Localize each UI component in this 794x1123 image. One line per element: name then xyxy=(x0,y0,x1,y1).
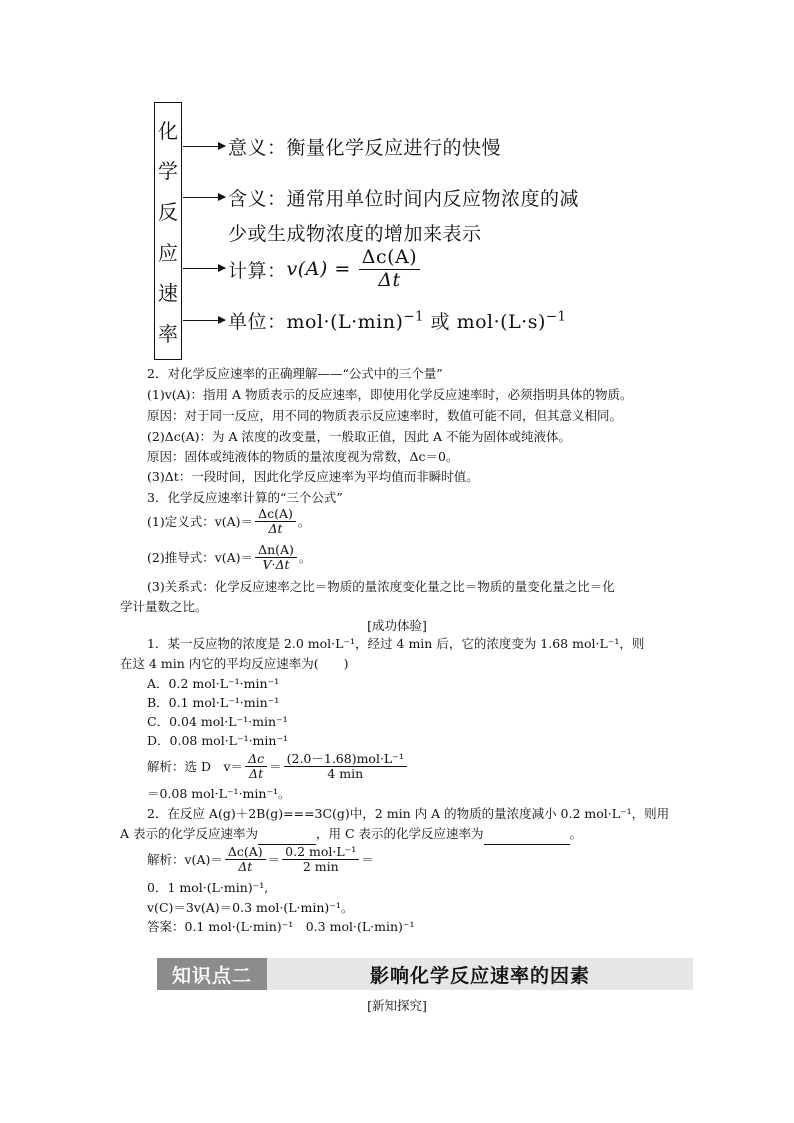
a2-f1-den: Δt xyxy=(238,859,253,875)
question2-line2 xyxy=(120,824,582,845)
a2-f2-num: 0.2 mol·L⁻¹ xyxy=(282,845,359,860)
arrow-right-icon xyxy=(183,320,225,321)
relation-line2: 学计量数之比。 xyxy=(120,599,208,614)
definition-formula xyxy=(147,507,310,537)
answer2-line2: 0．1 mol·(L·min)⁻¹, xyxy=(147,880,269,895)
section-banner xyxy=(157,958,693,990)
a1-label: 解析：选 D v＝ xyxy=(147,758,244,774)
a2-f2-den: 2 min xyxy=(302,859,339,875)
a1-fraction2 xyxy=(284,752,407,782)
practice-heading: [成功体验] xyxy=(367,618,427,633)
question2-line1: 2．在反应 A(g)＋2B(g)===3C(g)中，2 min 内 A 的物质的量浓度减小 0.2 mol·L⁻¹，则用 xyxy=(147,806,670,821)
root-char: 速 xyxy=(158,281,178,306)
option-c: C．0.04 mol·L⁻¹·min⁻¹ xyxy=(147,714,288,729)
a2-fraction2 xyxy=(282,845,359,875)
a1-f1-num: Δc xyxy=(245,752,267,767)
der-fraction xyxy=(255,543,297,573)
der-numerator: Δn(A) xyxy=(255,543,297,558)
a1-fraction1 xyxy=(245,752,267,782)
unit-exp: −1 xyxy=(545,309,567,325)
banner-title: 影响化学反应速率的因素 xyxy=(369,964,590,987)
arrow-right-icon xyxy=(183,197,225,198)
der-end: 。 xyxy=(298,549,312,565)
derived-formula xyxy=(147,543,311,573)
root-char: 率 xyxy=(158,322,178,347)
unit-text xyxy=(228,307,567,334)
section2-item3: (3)Δt：一段时间，因此化学反应速率为平均值而非瞬时值。 xyxy=(147,469,479,484)
q2-text-b: ，用 C 表示的化学反应速率为 xyxy=(316,826,484,841)
calc-formula xyxy=(228,247,422,292)
a1-eq: ＝ xyxy=(269,758,282,774)
definition-line1: 含义：通常用单位时间内反应物浓度的减 xyxy=(228,188,580,210)
a1-f2-den: 4 min xyxy=(327,766,364,782)
question1-line1: 1．某一反应物的浓度是 2.0 mol·L⁻¹，经过 4 min 后，它的浓度变为 1.68 mol·L⁻¹，则 xyxy=(147,636,645,651)
q2-text-a: A 表示的化学反应速率为 xyxy=(120,826,259,841)
relation-line1: (3)关系式：化学反应速率之比＝物质的量浓度变化量之比＝物质的量变化量之比＝化 xyxy=(147,579,615,594)
calc-lhs: v(A) = xyxy=(286,258,351,281)
answer1-formula xyxy=(147,752,409,782)
root-char: 化 xyxy=(158,118,178,143)
a2-eq2: ＝ xyxy=(361,851,374,867)
section2-item2: (2)Δc(A)：为 A 浓度的改变量，一般取正值，因此 A 不能为固体或纯液体。 xyxy=(147,429,571,444)
answer-blank[interactable] xyxy=(484,824,570,845)
root-char: 学 xyxy=(158,159,178,184)
section2-reason2: 原因：固体或纯液体的物质的量浓度视为常数，Δc＝0。 xyxy=(147,449,459,464)
answer1-result: ＝0.08 mol·L⁻¹·min⁻¹。 xyxy=(147,786,291,801)
def-fraction xyxy=(255,507,296,537)
a1-f2-num: (2.0－1.68)mol·L⁻¹ xyxy=(284,752,407,767)
def-numerator: Δc(A) xyxy=(255,507,296,522)
subheading: [新知探究] xyxy=(367,998,427,1013)
section2-reason1: 原因：对于同一反应，用不同的物质表示反应速率时，数值可能不同，但其意义相同。 xyxy=(147,408,623,423)
question1-line2: 在这 4 min 内它的平均反应速率为( ) xyxy=(120,656,349,671)
option-b: B．0.1 mol·L⁻¹·min⁻¹ xyxy=(147,695,280,710)
option-d: D．0.08 mol·L⁻¹·min⁻¹ xyxy=(147,733,289,748)
def-end: 。 xyxy=(297,513,311,529)
meaning-text: 意义：衡量化学反应进行的快慢 xyxy=(228,137,502,159)
a2-eq: ＝ xyxy=(267,851,281,867)
answer-blank[interactable] xyxy=(258,824,316,845)
der-denominator: V·Δt xyxy=(262,557,290,573)
calc-label: 计算： xyxy=(228,259,287,282)
arrow-right-icon xyxy=(183,146,225,147)
banner-tag: 知识点二 xyxy=(157,958,267,990)
calc-numerator: Δc(A) xyxy=(359,247,420,270)
calc-fraction xyxy=(359,247,420,292)
arrow-right-icon xyxy=(183,268,225,269)
def-denominator: Δt xyxy=(268,521,283,537)
a1-f1-den: Δt xyxy=(249,766,264,782)
a2-f1-num: Δc(A) xyxy=(225,845,266,860)
answer2-formula xyxy=(147,845,374,875)
option-a: A．0.2 mol·L⁻¹·min⁻¹ xyxy=(147,676,280,691)
calc-denominator: Δt xyxy=(378,268,401,291)
answer2-line3: v(C)＝3v(A)＝0.3 mol·(L·min)⁻¹。 xyxy=(147,900,354,915)
q2-text-c: 。 xyxy=(569,826,583,841)
der-label: (2)推导式：v(A)＝ xyxy=(147,549,254,565)
diagram-root-box xyxy=(154,102,182,360)
def-label: (1)定义式：v(A)＝ xyxy=(147,513,254,529)
section2-item1: (1)v(A)：指用 A 物质表示的反应速率，即使用化学反应速率时，必须指明具体的物质。 xyxy=(147,387,633,402)
section3-heading: 3．化学反应速率计算的“三个公式” xyxy=(147,490,343,505)
a2-fraction1 xyxy=(225,845,266,875)
section2-heading: 2．对化学反应速率的正确理解——“公式中的三个量” xyxy=(147,366,443,381)
final-answer: 答案：0.1 mol·(L·min)⁻¹ 0.3 mol·(L·min)⁻¹ xyxy=(147,919,415,934)
a2-label: 解析：v(A)＝ xyxy=(147,851,223,867)
unit-or: 或 mol·(L·s) xyxy=(424,311,546,333)
definition-line2: 少或生成物浓度的增加来表示 xyxy=(228,223,482,245)
unit-exp: −1 xyxy=(403,309,424,325)
unit-label: 单位：mol·(L·min) xyxy=(228,311,404,333)
root-char: 反 xyxy=(158,200,178,225)
root-char: 应 xyxy=(158,240,178,265)
